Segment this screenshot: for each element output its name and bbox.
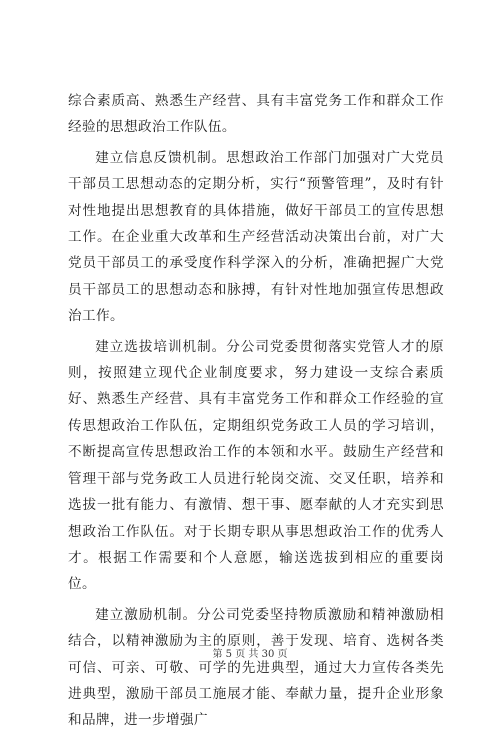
paragraph-info-feedback: 建立信息反馈机制。思想政治工作部门加强对广大党员干部员工思想动态的定期分析，实行“预警管理”，及时有针对性地提出思想教育的具体措施，做好干部员工的宣传思想工作。在企业重大改革和生产经营活动决策出台前，对广大党员干部员工的承受度作科学深入的分析，准确把握广大党员干部员工的思想动态和脉搏，有针对性地加强宣传思想政治工作。 <box>68 149 444 325</box>
paragraph-continuation: 综合素质高、熟悉生产经营、具有丰富党务工作和群众工作经验的思想政治工作队伍。 <box>68 93 444 136</box>
page-footer <box>0 648 500 662</box>
page-number-label: 第 5 页 共 30 页 <box>212 649 288 660</box>
document-body <box>68 88 444 738</box>
paragraph-selection-training: 建立选拔培训机制。分公司党委贯彻落实党管人才的原则，按照建立现代企业制度要求，努力建设一支综合素质好、熟悉生产经营、具有丰富党务工作和群众工作经验的宣传思想政治工作队伍，定期组织党务政工人员的学习培训，不断提高宣传思想政治工作的本领和水平。鼓励生产经营和管理干部与党务政工人员进行轮岗交流、交叉任职，培养和选拔一批有能力、有激情、想干事、愿奉献的人才充实到思想政治工作队伍。对于长期专职从事思想政治工作的优秀人才。根据工作需要和个人意愿，输送选拔到相应的重要岗位。 <box>68 338 444 593</box>
paragraph-incentive: 建立激励机制。分公司党委坚持物质激励和精神激励相结合，以精神激励为主的原则，善于发现、培育、选树各类可信、可亲、可敬、可学的先进典型，通过大力宣传各类先进典型，激励干部员工施展才能、奉献力量，提升企业形象和品牌，进一步增强广 <box>68 606 444 729</box>
